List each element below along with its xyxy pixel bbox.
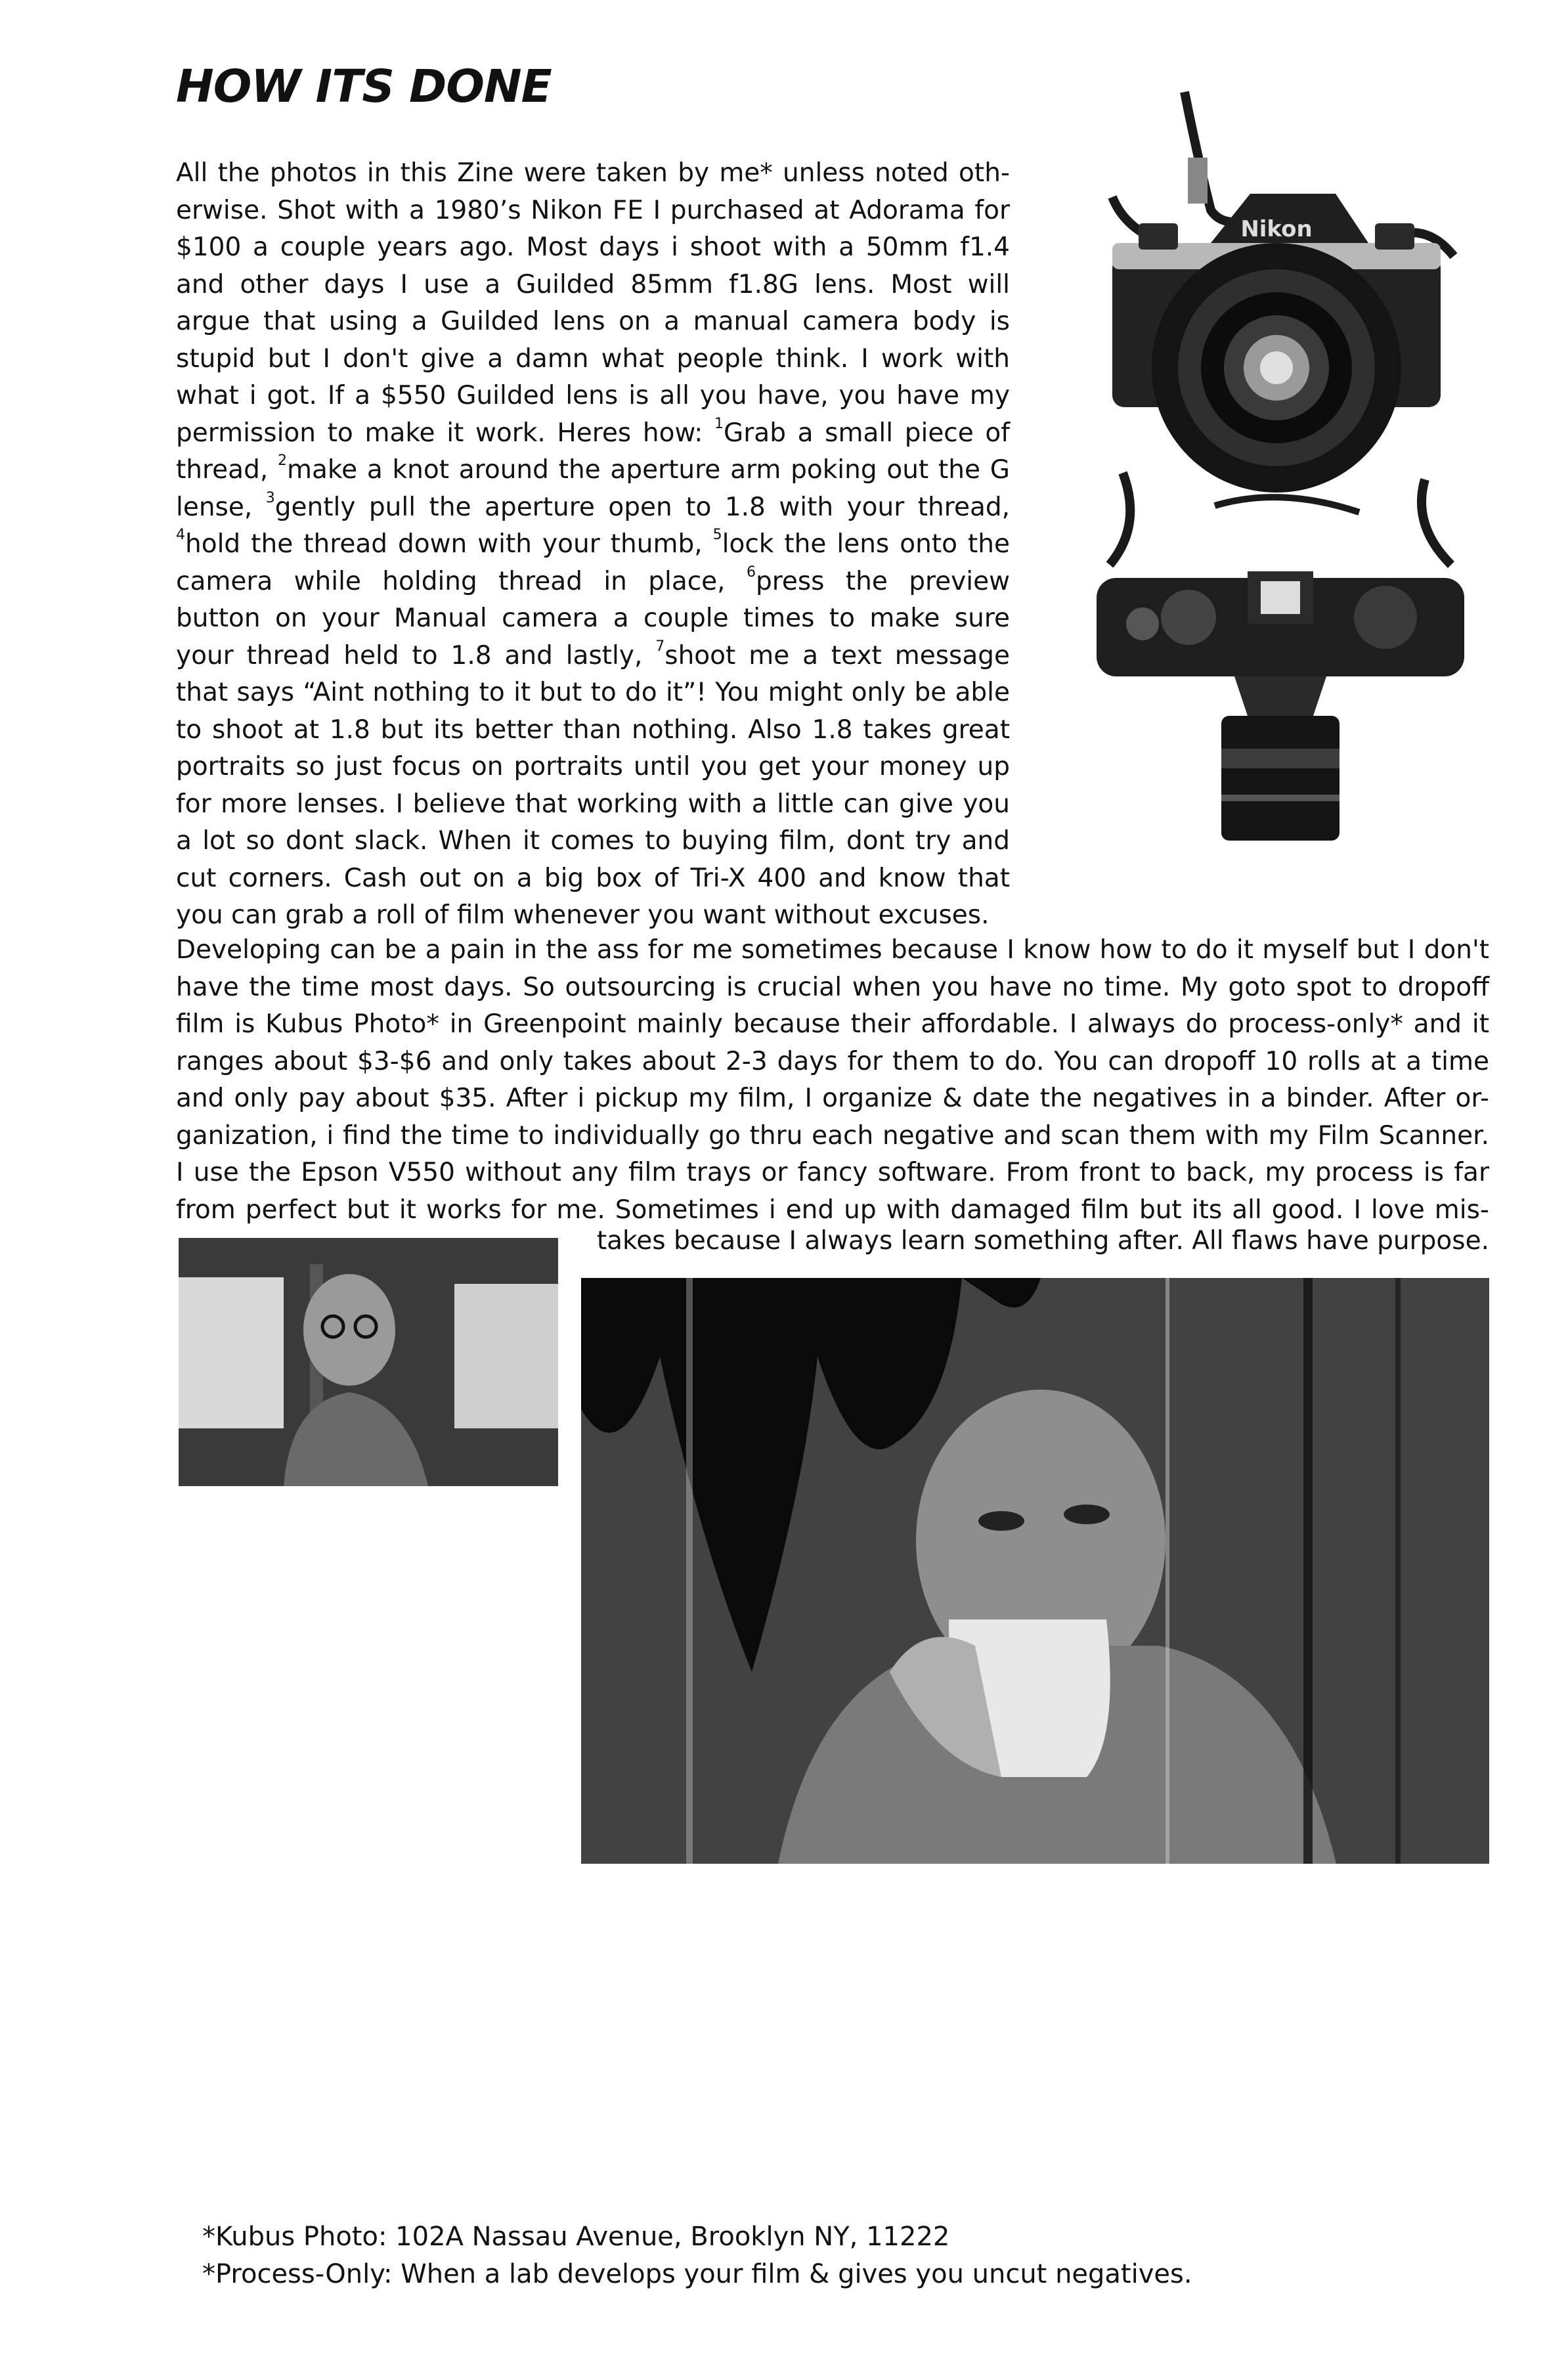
body-paragraph-end: [578, 1223, 1489, 1260]
body-line: film is Kubus Photo* in Greenpoint mainly because their affordable. I always do process-only* and it: [176, 1009, 1489, 1039]
body-line: [176, 638, 1010, 675]
body-line: Developing can be a pain in the ass for me sometimes because I know how to do it myself but I don't: [176, 935, 1489, 965]
body-line: [176, 563, 1010, 601]
body-text: button on your Manual camera a couple times to make sure: [176, 604, 1010, 633]
body-text: argue that using a Guilded lens on a manual camera body is: [176, 307, 1010, 336]
body-text: shoot me a text message: [664, 640, 1010, 671]
body-paragraph-narrow: [176, 155, 1010, 935]
footnotes: [202, 2218, 1192, 2293]
body-line: [176, 341, 1010, 378]
body-line: [176, 749, 1010, 786]
body-line: [176, 267, 1010, 304]
body-line: takes because I always learn something after. All flaws have purpose.: [596, 1226, 1489, 1256]
body-line: [176, 600, 1010, 638]
body-text: camera while holding thread in place,: [176, 566, 747, 596]
body-text: erwise. Shot with a 1980’s Nikon FE I purchased at Adorama for: [176, 195, 1010, 225]
body-text: portraits so just focus on portraits until you get your money up: [176, 752, 1010, 781]
body-line: ranges about $3-$6 and only takes about 2-3 days for them to do. You can dropoff 10 rolls at a time: [176, 1046, 1489, 1076]
body-line: [176, 897, 1010, 935]
body-text: gently pull the aperture open to 1.8 with your thread,: [274, 492, 1010, 522]
body-line: [176, 823, 1010, 860]
body-line: [176, 860, 1010, 898]
portrait-small-photo: [179, 1238, 558, 1486]
body-line: [176, 303, 1010, 341]
body-line: [176, 155, 1010, 192]
body-text: to shoot at 1.8 but its better than nothing. Also 1.8 takes great: [176, 715, 1010, 745]
page-title: HOW ITS DONE: [176, 60, 552, 113]
body-text: for more lenses. I believe that working with a little can give you: [176, 789, 1010, 819]
body-text: lense,: [176, 492, 266, 522]
body-line: [176, 452, 1010, 489]
body-text: thread,: [176, 455, 278, 485]
body-line: ganization, i find the time to individually go thru each negative and scan them with my Film Scanner.: [176, 1120, 1489, 1151]
body-text: lock the lens onto the: [722, 529, 1010, 559]
body-text: cut corners. Cash out on a big box of Tri-X 400 and know that: [176, 863, 1010, 893]
step-number: 6: [746, 563, 756, 581]
body-text: press the preview: [755, 566, 1010, 596]
body-line: [176, 378, 1010, 415]
body-text: stupid but I don't give a damn what people think. I work with: [176, 343, 1010, 374]
body-line: [176, 786, 1010, 824]
body-text: what i got. If a $550 Guilded lens is all you have, you have my: [176, 381, 1010, 410]
body-line: have the time most days. So outsourcing is crucial when you have no time. My goto spot to dropoff: [176, 972, 1489, 1002]
step-number: 2: [278, 452, 288, 469]
body-line: [176, 712, 1010, 749]
camera-front-photo: [1086, 79, 1473, 506]
step-number: 5: [712, 527, 722, 543]
svg-text:Nikon: Nikon: [1240, 216, 1313, 242]
body-paragraph-wide: [176, 932, 1489, 1229]
body-text: you can grab a roll of film whenever you want without excuses.: [176, 900, 990, 930]
body-line: [176, 674, 1010, 712]
body-line: [176, 415, 1010, 452]
camera-top-photo: [1083, 453, 1477, 847]
body-text: your thread held to 1.8 and lastly,: [176, 640, 656, 671]
body-text: a lot so dont slack. When it comes to buying film, dont try and: [176, 826, 1010, 856]
step-number: 7: [655, 638, 665, 655]
body-text: Grab a small piece of: [724, 418, 1010, 448]
body-line: [176, 526, 1010, 563]
body-line: [176, 489, 1010, 527]
body-line: from perfect but it works for me. Sometimes i end up with damaged film but its all good. I love mis-: [176, 1195, 1489, 1225]
body-line: [176, 229, 1010, 267]
step-number: 3: [265, 489, 275, 506]
body-line: and only pay about $35. After i pickup my film, I organize & date the negatives in a binder. After or-: [176, 1084, 1489, 1113]
body-text: that says “Aint nothing to it but to do it”! You might only be able: [176, 678, 1010, 707]
step-number: 1: [714, 415, 724, 432]
body-text: $100 a couple years ago. Most days i shoot with a 50mm f1.4: [176, 232, 1010, 262]
body-text: and other days I use a Guilded 85mm f1.8G lens. Most will: [176, 269, 1010, 299]
portrait-large-photo: [581, 1278, 1489, 1864]
body-text: hold the thread down with your thumb,: [185, 529, 713, 559]
body-line: [176, 192, 1010, 230]
step-number: 4: [176, 527, 185, 543]
body-text: All the photos in this Zine were taken by me* unless noted oth-: [176, 158, 1010, 188]
footnote-kubus: *Kubus Photo: 102A Nassau Avenue, Brooklyn NY, 11222: [202, 2222, 950, 2252]
body-line: I use the Epson V550 without any film trays or fancy software. From front to back, my process is far: [176, 1158, 1489, 1187]
footnote-process-only: *Process-Only: When a lab develops your film & gives you uncut negatives.: [202, 2259, 1192, 2289]
body-text: permission to make it work. Heres how:: [176, 418, 715, 448]
body-text: make a knot around the aperture arm poking out the G: [287, 455, 1010, 485]
